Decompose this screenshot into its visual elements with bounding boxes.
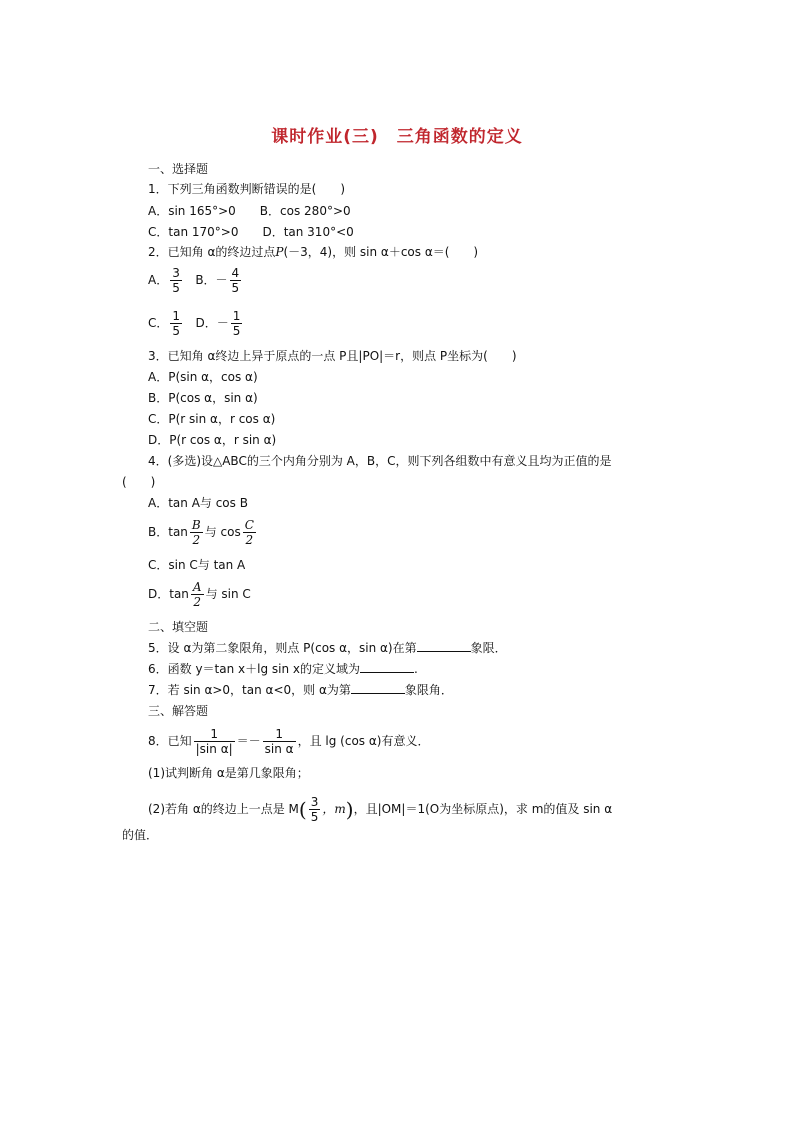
- q8-fraction-2: $\frac{1}{\text{sin α}}$: [264, 727, 294, 756]
- q8-part1: (1)试判断角 α是第几象限角；: [148, 766, 309, 780]
- q5: 5．设 α为第二象限角，则点 P(cos α，sin α)在第 象限．: [148, 641, 507, 655]
- q1-options-row2: C．tan 170°>0 D．tan 310°<0: [148, 225, 354, 239]
- q4-fraction-d: $\frac{A}{2}$: [192, 580, 202, 609]
- q3-option-b: B．P(cos α，sin α): [148, 391, 258, 405]
- q7: 7．若 sin α>0，tan α<0，则 α为第 象限角．: [148, 683, 453, 697]
- q4-fraction-b2: $\frac{C}{2}$: [244, 518, 254, 547]
- q2-stem: 2．已知角 α的终边过点P(－3，4)，则 sin α＋cos α＝( ): [148, 245, 479, 259]
- section-fill: 二、填空题: [148, 620, 209, 634]
- q4-option-b: B．tan $\frac{B}{2}$ 与 cos $\frac{C}{2}$: [148, 518, 254, 547]
- q2-options-ab: A． $\frac{3}{5}$ B．－ $\frac{4}{5}$: [148, 266, 240, 295]
- q5-blank: [417, 641, 471, 652]
- q2-options-cd: C． $\frac{1}{5}$ D．－ $\frac{1}{5}$: [148, 309, 241, 338]
- q6: 6．函数 y＝tan x＋lg sin x的定义域为 .: [148, 662, 418, 676]
- q2-fraction-c: $\frac{1}{5}$: [172, 309, 181, 338]
- page-title: 课时作业(三) 三角函数的定义: [271, 127, 523, 147]
- q6-blank: [360, 662, 414, 673]
- q4-option-c: C．sin C与 tan A: [148, 558, 246, 572]
- section-answer: 三、解答题: [148, 704, 209, 718]
- q7-blank: [351, 683, 405, 694]
- q4-fraction-b1: $\frac{B}{2}$: [191, 518, 201, 547]
- q4-stem-cont: ( ): [122, 475, 156, 489]
- q4-option-d: D．tan $\frac{A}{2}$ 与 sin C: [148, 580, 251, 609]
- q2-fraction-a: $\frac{3}{5}$: [172, 266, 180, 295]
- q1-stem: 1．下列三角函数判断错误的是( ): [148, 182, 345, 196]
- q1-options-row1: A．sin 165°>0 B．cos 280°>0: [148, 204, 351, 218]
- q8-part2: (2)若角 α的终边上一点是 M( $\frac{3}{5}$ ，m)，且|OM|＝1(O为坐标原点)，求 m的值及 sin α: [148, 795, 613, 824]
- section-choice: 一、选择题: [148, 162, 209, 176]
- q2-fraction-b: $\frac{4}{5}$: [231, 266, 240, 295]
- q8-fraction-m: $\frac{3}{5}$: [310, 795, 319, 824]
- q3-option-a: A．P(sin α，cos α): [148, 370, 258, 384]
- q8-stem: 8．已知 $\frac{1}{\text{|sin α|}}$ ＝－ $\frac{1}{\text{sin α}}$ ，且 lg (cos α)有意义．: [148, 727, 430, 756]
- q8-fraction-1: $\frac{1}{\text{|sin α|}}$: [195, 727, 233, 756]
- q3-option-d: D．P(r cos α，r sin α): [148, 433, 277, 447]
- q2-fraction-d: $\frac{1}{5}$: [232, 309, 241, 338]
- q8-part2-end: 的值．: [122, 828, 159, 842]
- q3-option-c: C．P(r sin α，r cos α): [148, 412, 276, 426]
- q4-option-a: A．tan A与 cos B: [148, 496, 248, 510]
- q4-stem: 4．(多选)设△ABC的三个内角分别为 A，B，C，则下列各组数中有意义且均为正值的是: [148, 454, 612, 468]
- q3-stem: 3．已知角 α终边上异于原点的一点 P且|PO|＝r，则点 P坐标为( ): [148, 349, 517, 363]
